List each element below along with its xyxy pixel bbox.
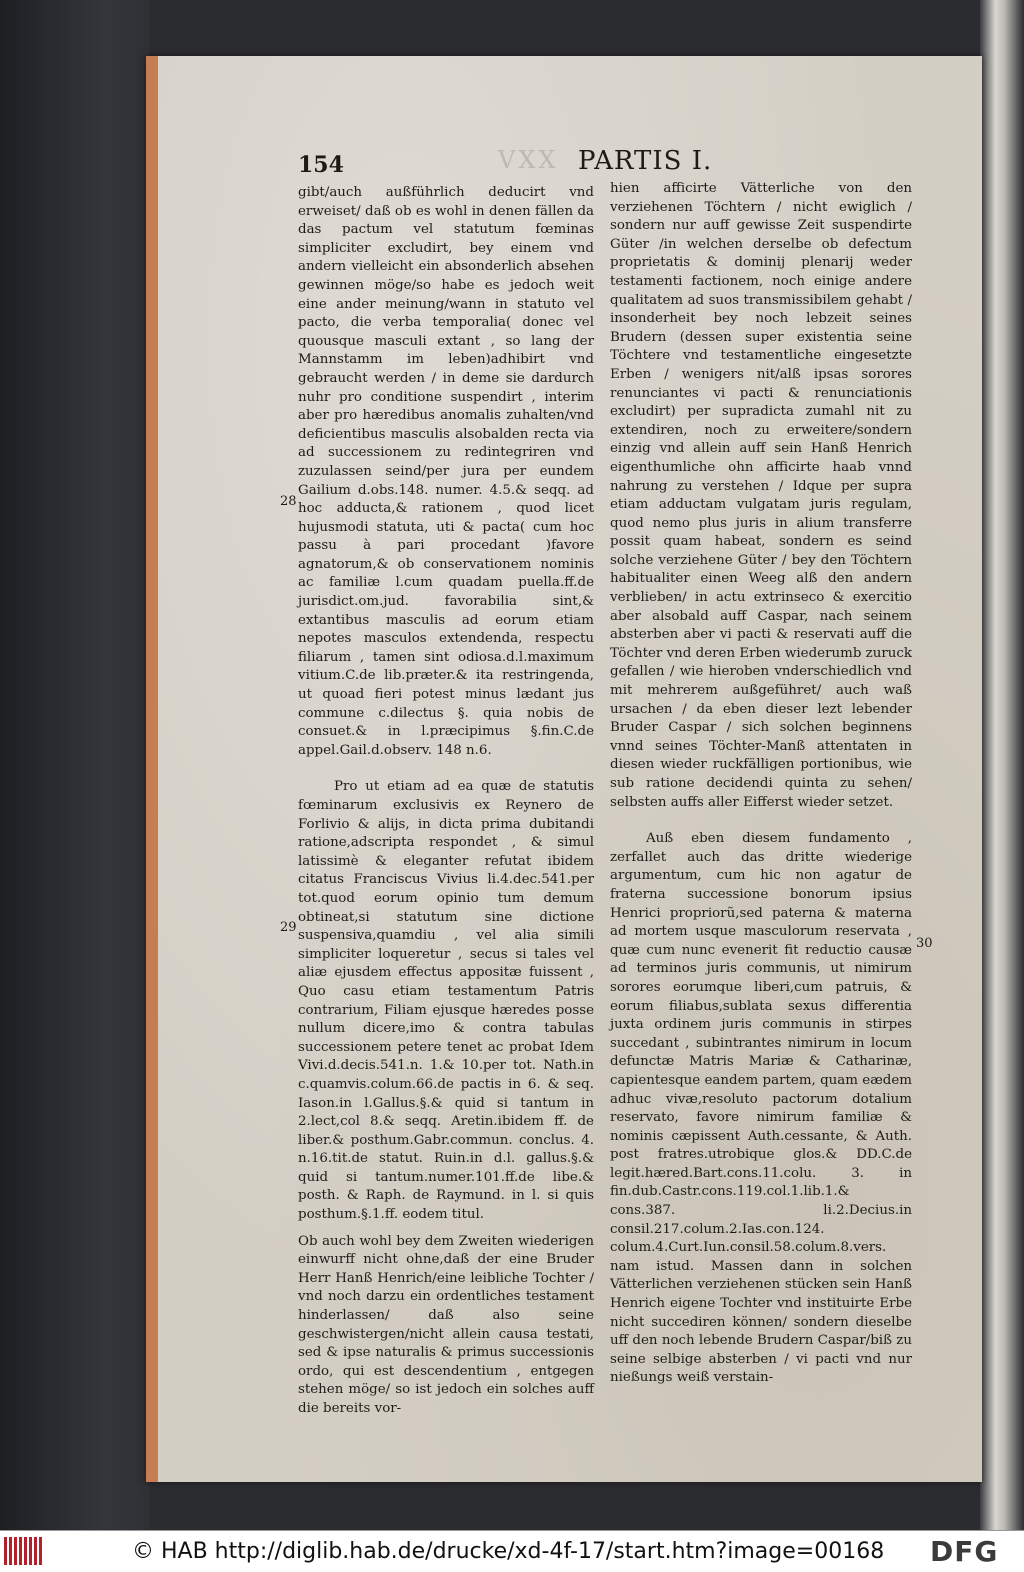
page-number: 154 xyxy=(298,152,344,178)
margin-number-28: 28 xyxy=(280,494,297,509)
bleed-through-text: VXX xyxy=(498,146,559,174)
dfg-logo[interactable]: DFG xyxy=(930,1535,999,1568)
hab-logo-icon[interactable] xyxy=(4,1537,46,1565)
margin-number-29: 29 xyxy=(280,920,297,935)
running-title: PARTIS I. xyxy=(578,146,713,176)
book-background-right xyxy=(980,0,1024,1530)
left-text-column xyxy=(298,184,594,1427)
right-text-column xyxy=(610,180,912,1396)
right-paragraph: hien afficirte Vätterliche von den verziehenen Töchtern / nicht ewiglich / sondern nur auff gewisse Zeit suspendirte Güter /in welchen derselbe ob defectum proprietatis & dominij plenarij weder testamenti factionem, noch einige andere qualitatem ad suos transmissibilem gehabt / insonderheit bey noch lebzeit seines Brudern (dessen super existentia seine Töchtere vnd testamentliche eingesetzte Erben / wenigers nit/alß ipsas sorores renunciantes vi pacti & renunciationis excludirt) per supradicta zumahl nit zu extendiren, noch zu erweitere/sondern einzig vnd allein auff sein Hanß Henrich eigenthumliche ohn afficirte haab vnnd nahrung zu verstehen / Idque per supra etiam adductam vulgatam juris regulam, quod nemo plus juris in alium transferre possit quam habeat, sondern es seind solche verziehene Güter / bey den Töchtern habitualiter einen Weeg alß den andern verblieben/ in actu extrinseco & exercitio aber alsobald auff Caspar, nach seinem absterben aber vi pacti & reservati auff die Töchter vnd deren Erben wiederumb zuruck gefallen / wie hieroben vnderschiedlich vnd mit mehrerem außgeführet/ auch waß ursachen / da eben dieser lezt lebender Bruder Caspar / sich solchen beginnens vnnd seines Töchter-Manß attentaten in diesen wieder ruckfälligen portionibus, wie sub ratione decidendi quinta zu sehen/ selbsten auffs aller Eifferst wieder setzet. xyxy=(610,181,912,810)
left-paragraph: Pro ut etiam ad ea quæ de statutis fœminarum exclusivis ex Reynero de Forlivio & alijs, in dicta prima dubitandi ratione,adscripta respondet , & simul latissimè & eleganter refutat ibidem citatus Franciscus Vivius li.4.dec.541.per tot.quod eorum opinio tum demum obtineat,si statutum sine dictione suspensiva,quamdiu , vel alia simili simpliciter loqueretur , secus si tales vel aliæ ejusdem effectus appositæ fuissent , Quo casu etiam testamentum Patris contrarium, Filiam ejusque hæredes posse nullum dicere,imo & contra tabulas successionem petere tenet ac probat Idem Vivi.d.decis.541.n. 1.& 10.per tot. Nath.in c.quamvis.colum.66.de pactis in 6. & seq. Iason.in l.Gallus.§.& quid si tantum in 2.lect,col 8.& seqq. Aretin.ibidem ff. de liber.& posthum.Gabr.commun. conclus. 4. n.16.tit.de statut. Ruin.in d.l. gallus.§.& quid si tantum.numer.101.ff.de libe.& posth. & Raph. de Raymund. in l. si quis posthum.§.1.ff. eodem titul. xyxy=(298,779,594,1223)
left-paragraph: gibt/auch außführlich deducirt vnd erweiset/ daß ob es wohl in denen fällen da das pactum vel statutum fœminas simpliciter excludirt, bey einem vnd andern vielleicht ein absonderlich absehen gewinnen möge/so habe es jedoch weit eine ander meinung/wann in statuto vel pacto, die verba temporalia( donec vel quousque masculi extant , so lang der Mannstamm im leben)adhibirt vnd gebraucht werden / in deme sie dardurch nuhr pro conditione suspendirt , interim aber pro hæredibus anomalis zuhalten/vnd deficientibus masculis alsobalden recta via ad successionem zu redintegriren vnd zuzulassen seind/per jura per eundem Gailium d.obs.148. numer. 4.5.& seqq. ad hoc adducta,& rationem , quod licet hujusmodi statuta, uti & pacta( cum hoc passu à pari procedant )favore agnatorum,& ob conservationem nominis ac familiæ l.cum quadam puella.ff.de jurisdict.om.jud. favorabilia sint,& extantibus masculis ad eorum etiam nepotes masculos extendenda, respectu filiarum , tamen sint odiosa.d.l.maximum vitium.C.de lib.præter.& ita restringenda, ut quoad fieri potest minus lædant jus commune c.dilectus §. quia nobis de consuet.& in l.præcipimus §.fin.C.de appel.Gail.d.observ. 148 n.6. xyxy=(298,185,594,758)
page-header xyxy=(298,146,858,180)
book-page xyxy=(146,56,982,1482)
left-paragraph: Ob auch wohl bey dem Zweiten wiederigen einwurff nicht ohne,daß der eine Bruder Herr Hanß Henrich/eine leibliche Tochter / vnd noch darzu ein ordentliches testament hinderlassen/ daß also seine geschwistergen/nicht allein causa testati, sed & ipse naturalis & primus successionis ordo, qui est descendentium , entgegen stehen möge/ so ist jedoch ein solches auff die bereits vor- xyxy=(298,1233,594,1416)
viewer-footer xyxy=(0,1530,1024,1572)
right-paragraph: Auß eben diesem fundamento , zerfallet auch das dritte wiederige argumentum, cum hic non agatur de fraterna successione bonorum ipsius Henrici propriorũ,sed paterna & materna ad mortem usque masculorum reservata , quæ cum nunc evenerit fit reductio causæ ad terminos juris communis, ut nimirum sorores eorumque liberi,cum patruis, & eorum filiabus,sublata sexus differentia juxta ordinem juris communis in stirpes succedant , subintrantes nimirum in locum defunctæ Matris Mariæ & Catharinæ, capientesque eandem partem, quam eædem adhuc vivæ,resoluto pactorum dotalium reservato, favore nimirum familiæ & nominis cæpissent Auth.cessante, & Auth. post fratres.utrobique glos.& DD.C.de legit.hæred.Bart.cons.11.colu. 3. in fin.dub.Castr.cons.119.col.1.lib.1.& cons.387. li.2.Decius.in consil.217.colum.2.Ias.con.124. colum.4.Curt.Iun.consil.58.colum.8.vers. nam istud. Massen dann in solchen Vätterlichen verziehenen stücken sein Hanß Henrich eigene Tochter vnd instituirte Erbe nicht succediren können/ sondern dieselbe uff den noch lebende Brudern Caspar/biß zu seine selbige absterben / vi pacti vnd nur nießungs weiß verstain- xyxy=(610,831,912,1386)
source-credit-link[interactable]: © HAB http://diglib.hab.de/drucke/xd-4f-17/start.htm?image=00168 xyxy=(132,1539,885,1564)
margin-number-30: 30 xyxy=(916,936,933,951)
book-background-left xyxy=(0,0,150,1530)
